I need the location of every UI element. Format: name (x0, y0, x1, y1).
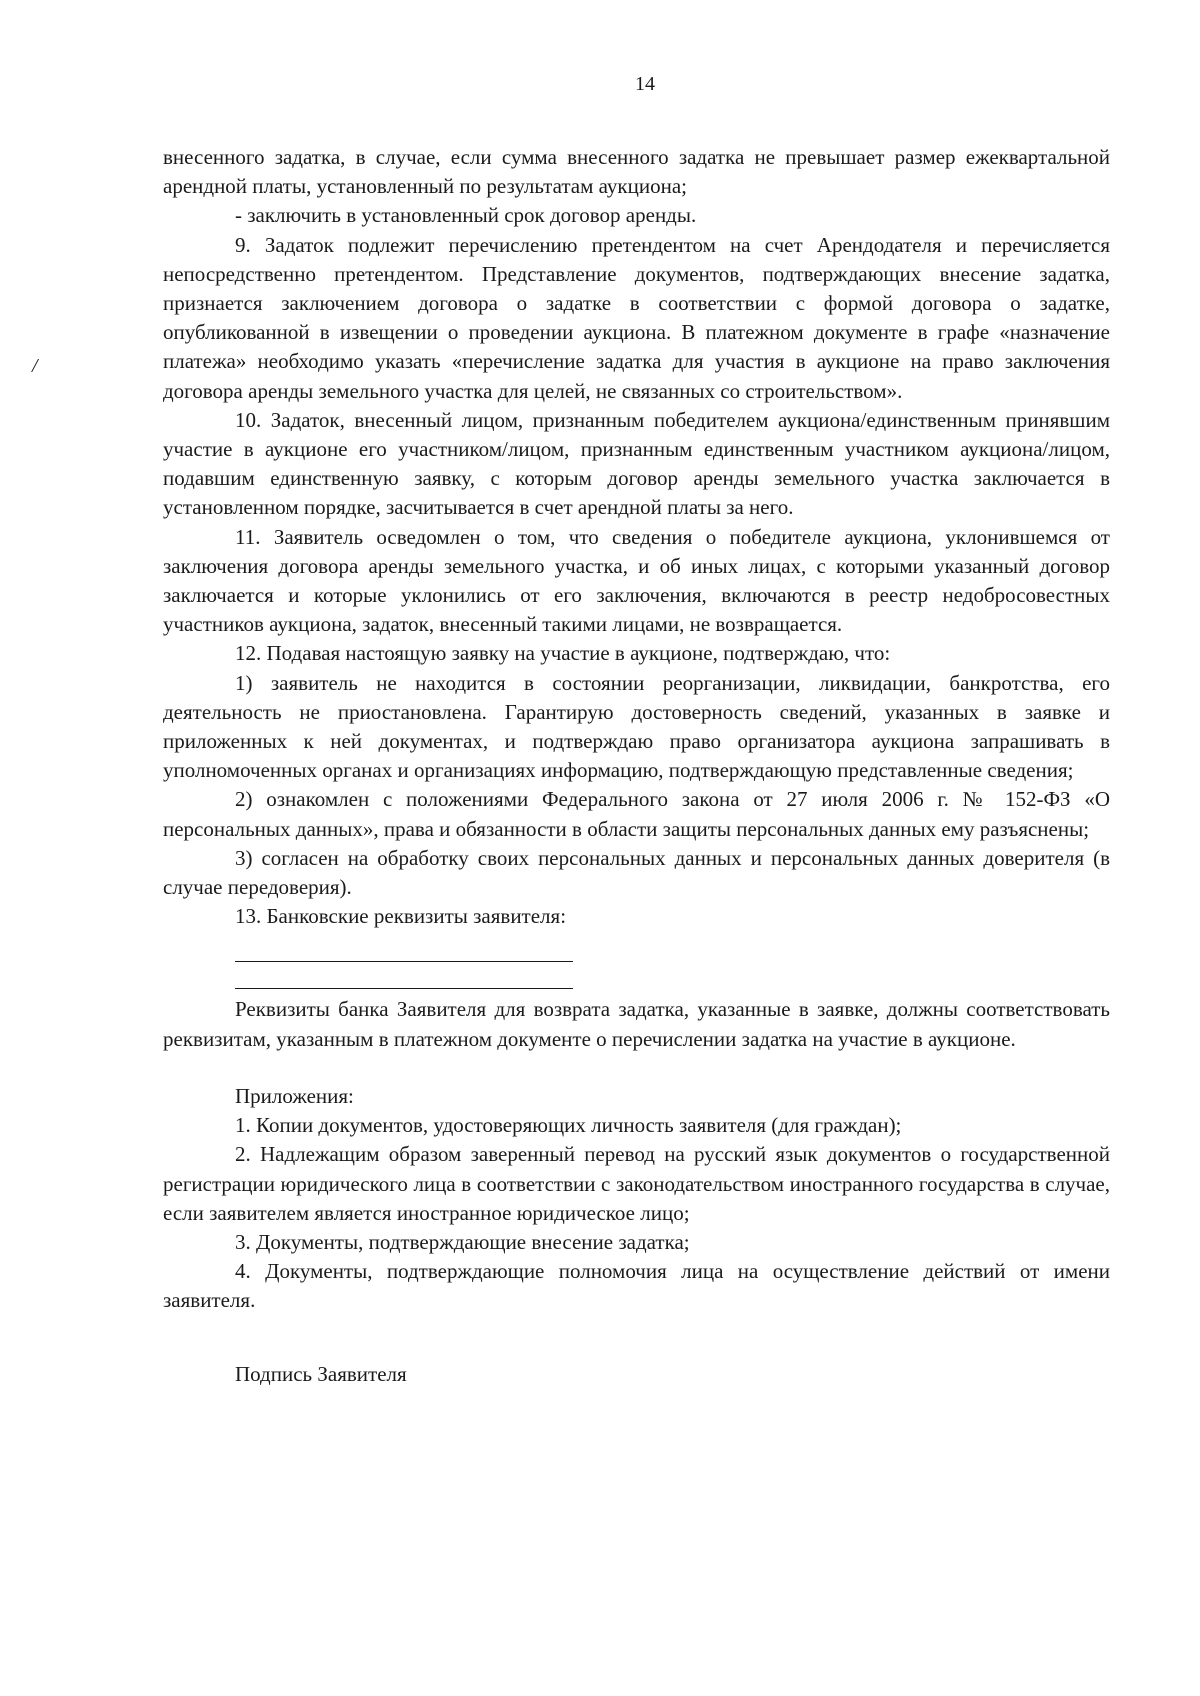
attachment-item-1: 1. Копии документов, удостоверяющих личность заявителя (для граждан); (235, 1113, 902, 1138)
bank-details-line-1 (235, 935, 573, 962)
page-number: 14 (635, 73, 655, 95)
attachments-title: Приложения: (235, 1083, 354, 1108)
bank-details-line-2 (235, 962, 573, 989)
paragraph-clause-12: 12. Подавая настоящую заявку на участие в аукционе, подтверждаю, что: (235, 641, 891, 666)
attachment-item-2: 2. Надлежащим образом заверенный перевод на русский язык документов о государственной регистрации юридического лица в соответствии с законодательством иностранного государства в случае, если заявителем является иностранное юридическое лицо; (163, 1142, 1110, 1225)
bank-details-blank-lines (235, 931, 1110, 989)
paragraph-sign-contract: - заключить в установленный срок договор аренды. (235, 203, 697, 228)
paragraph-clause-13: 13. Банковские реквизиты заявителя: (235, 904, 567, 929)
paragraph-clause-12-1: 1) заявитель не находится в состоянии реорганизации, ликвидации, банкротства, его деятельность не приостановлена. Гарантирую достоверность сведений, указанных в заявке и приложенных к ней документах, и подтверждаю право организатора аукциона запрашивать в уполномоченных органах и организациях информацию, подтверждающую представленные сведения; (163, 670, 1110, 783)
attachment-item-4: 4. Документы, подтверждающие полномочия лица на осуществление действий от имени заявителя. (163, 1259, 1110, 1313)
signature-label: Подпись Заявителя (235, 1361, 407, 1386)
document-body (163, 143, 1110, 1389)
paragraph-bank-note: Реквизиты банка Заявителя для возврата задатка, указанные в заявке, должны соответствовать реквизитам, указанным в платежном документе о перечислении задатка на участие в аукционе. (163, 997, 1110, 1051)
paragraph-clause-12-3: 3) согласен на обработку своих персональных данных и персональных данных доверителя (в случае передоверия). (163, 845, 1110, 900)
attachment-item-3: 3. Документы, подтверждающие внесение задатка; (235, 1229, 690, 1254)
paragraph-clause-11: 11. Заявитель осведомлен о том, что сведения о победителе аукциона, уклонившемся от заключения договора аренды земельного участка, и об иных лицах, с которыми указанный договор заключается и которые уклонились от его заключения, включаются в реестр недобросовестных участников аукциона, задаток, внесенный такими лицами, не возвращается. (163, 524, 1110, 637)
paragraph-clause-10: 10. Задаток, внесенный лицом, признанным победителем аукциона/единственным принявшим участие в аукционе его участником/лицом, признанным единственным участником аукциона/лицом, подавшим единственную заявку, с которым договор аренды земельного участка заключается в установленном порядке, засчитывается в счет арендной платы за него. (163, 407, 1110, 520)
paragraph-clause-12-2: 2) ознакомлен с положениями Федерального закона от 27 июля 2006 г. № 152-ФЗ «О персональных данных», права и обязанности в области защиты персональных данных ему разъяснены; (163, 787, 1110, 841)
paragraph-deposit-continuation: внесенного задатка, в случае, если сумма внесенного задатка не превышает размер ежеквартальной арендной платы, установленный по результатам аукциона; (163, 145, 1110, 199)
margin-mark: / (32, 355, 38, 377)
paragraph-clause-9: 9. Задаток подлежит перечислению претендентом на счет Арендодателя и перечисляется непосредственно претендентом. Представление документов, подтверждающих внесение задатка, признается заключением договора о задатке в соответствии с формой договора о задатке, опубликованной в извещении о проведении аукциона. В платежном документе в графе «назначение платежа» необходимо указать «перечисление задатка для участия в аукционе на право заключения договора аренды земельного участка для целей, не связанных со строительством». (163, 232, 1110, 403)
